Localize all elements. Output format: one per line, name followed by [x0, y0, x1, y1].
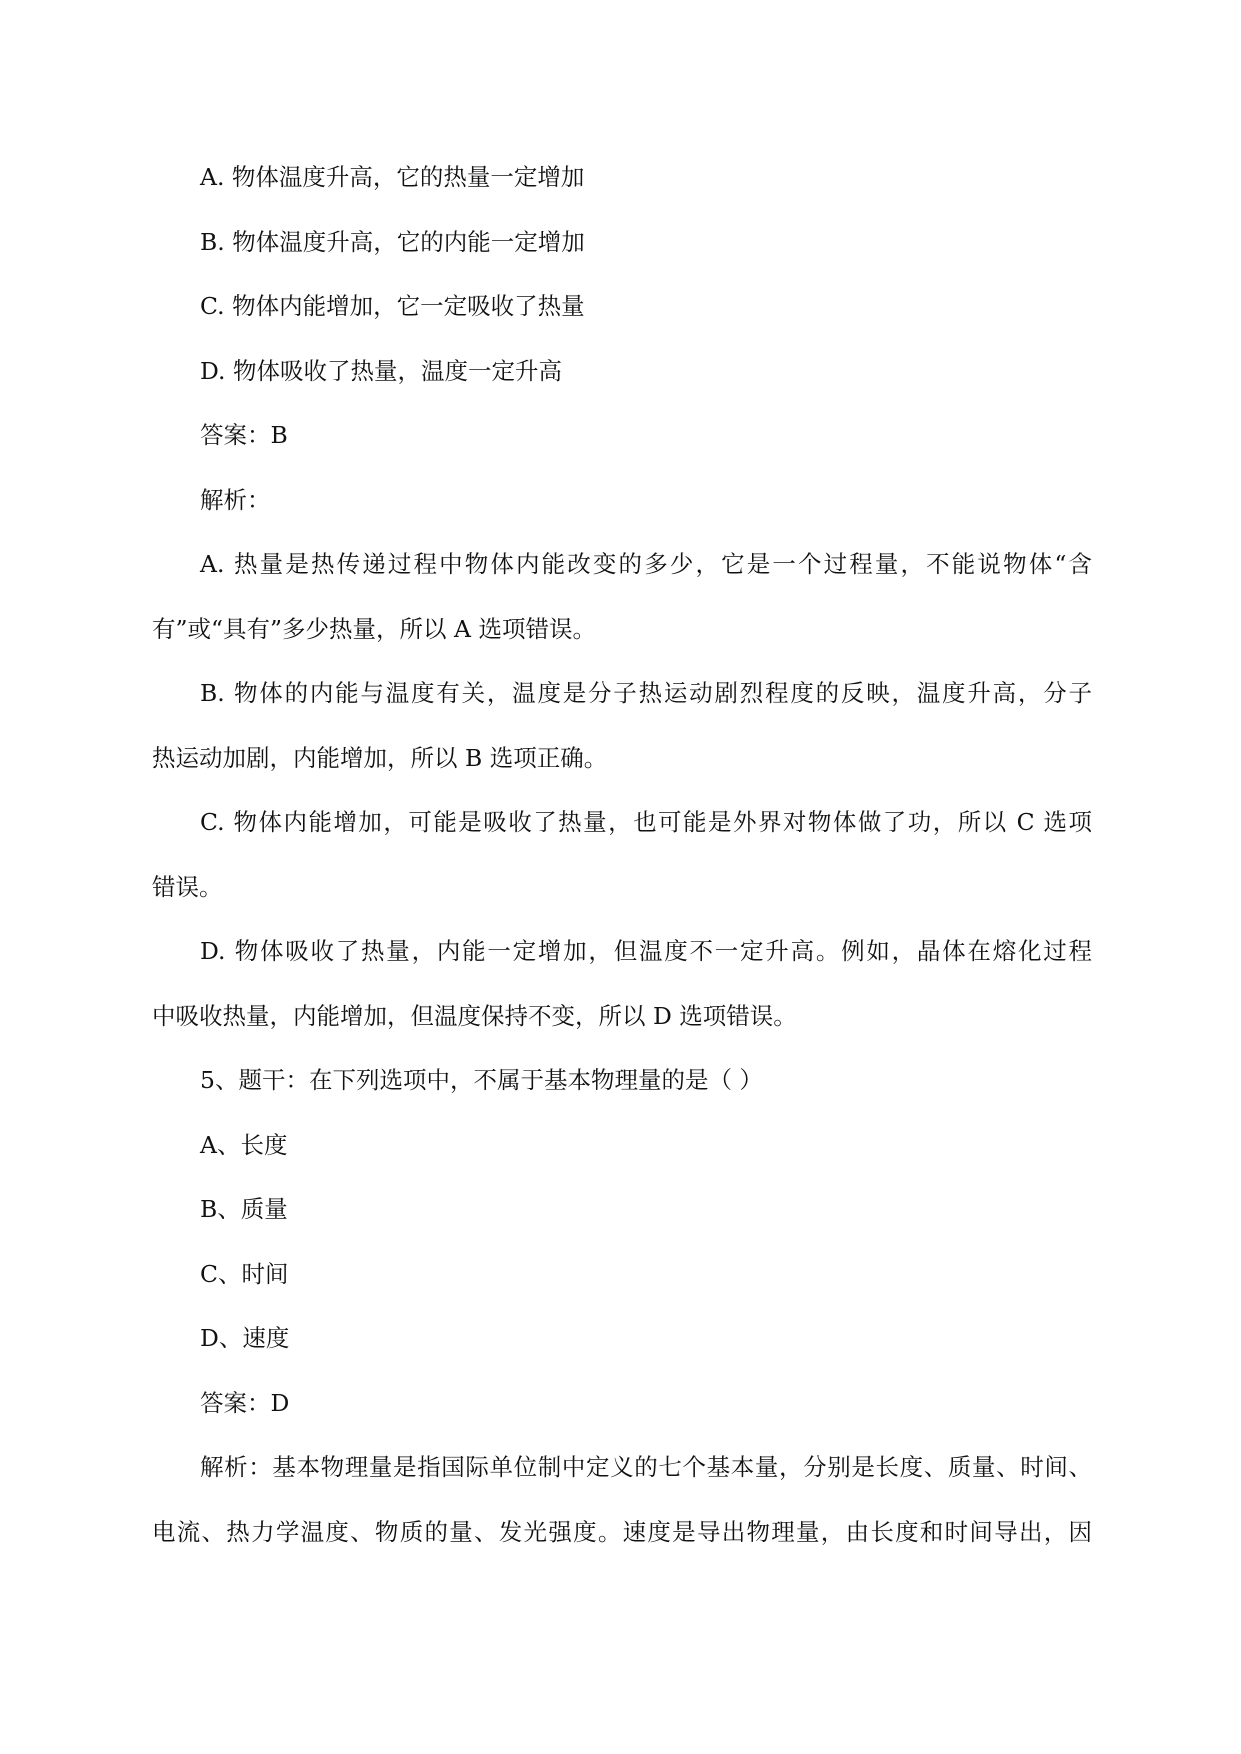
q5-answer-line: 答案：D	[200, 1388, 290, 1417]
analysis-heading: 解析：	[200, 485, 271, 514]
q5-analysis-line-1: 解析：基本物理量是指国际单位制中定义的七个基本量，分别是长度、质量、时间、	[200, 1453, 1092, 1481]
analysis-b-line-2: 热运动加剧，内能增加，所以 B 选项正确。	[152, 743, 608, 772]
answer-line: 答案：B	[200, 421, 288, 449]
option-c-line: C. 物体内能增加，它一定吸收了热量	[200, 292, 585, 320]
option-d-line: D. 物体吸收了热量，温度一定升高	[200, 356, 562, 385]
analysis-a-line-1: A. 热量是热传递过程中物体内能改变的多少，它是一个过程量，不能说物体“含	[200, 550, 1092, 578]
analysis-c-line-1: C. 物体内能增加，可能是吸收了热量，也可能是外界对物体做了功，所以 C 选项	[200, 808, 1092, 836]
q5-option-b: B、质量	[200, 1195, 288, 1223]
option-b-line: B. 物体温度升高，它的内能一定增加	[200, 227, 585, 256]
q5-option-c: C、时间	[200, 1259, 289, 1288]
analysis-d-line-1: D. 物体吸收了热量，内能一定增加，但温度不一定升高。例如，晶体在熔化过程	[200, 937, 1092, 965]
option-a-line: A. 物体温度升高，它的热量一定增加	[200, 163, 585, 191]
analysis-d-line-2: 中吸收热量，内能增加，但温度保持不变，所以 D 选项错误。	[152, 1001, 797, 1030]
analysis-a-line-2: 有”或“具有”多少热量，所以 A 选项错误。	[152, 614, 596, 643]
analysis-c-line-2: 错误。	[152, 872, 223, 901]
q5-option-d: D、速度	[200, 1324, 290, 1352]
document-page	[152, 145, 1092, 1564]
q5-option-a: A、长度	[200, 1130, 288, 1159]
analysis-b-line-1: B. 物体的内能与温度有关，温度是分子热运动剧烈程度的反映，温度升高，分子	[200, 679, 1092, 707]
q5-analysis-line-2: 电流、热力学温度、物质的量、发光强度。速度是导出物理量，由长度和时间导出，因	[152, 1517, 1092, 1546]
question-5-stem: 5、题干：在下列选项中，不属于基本物理量的是（ ）	[200, 1066, 763, 1094]
